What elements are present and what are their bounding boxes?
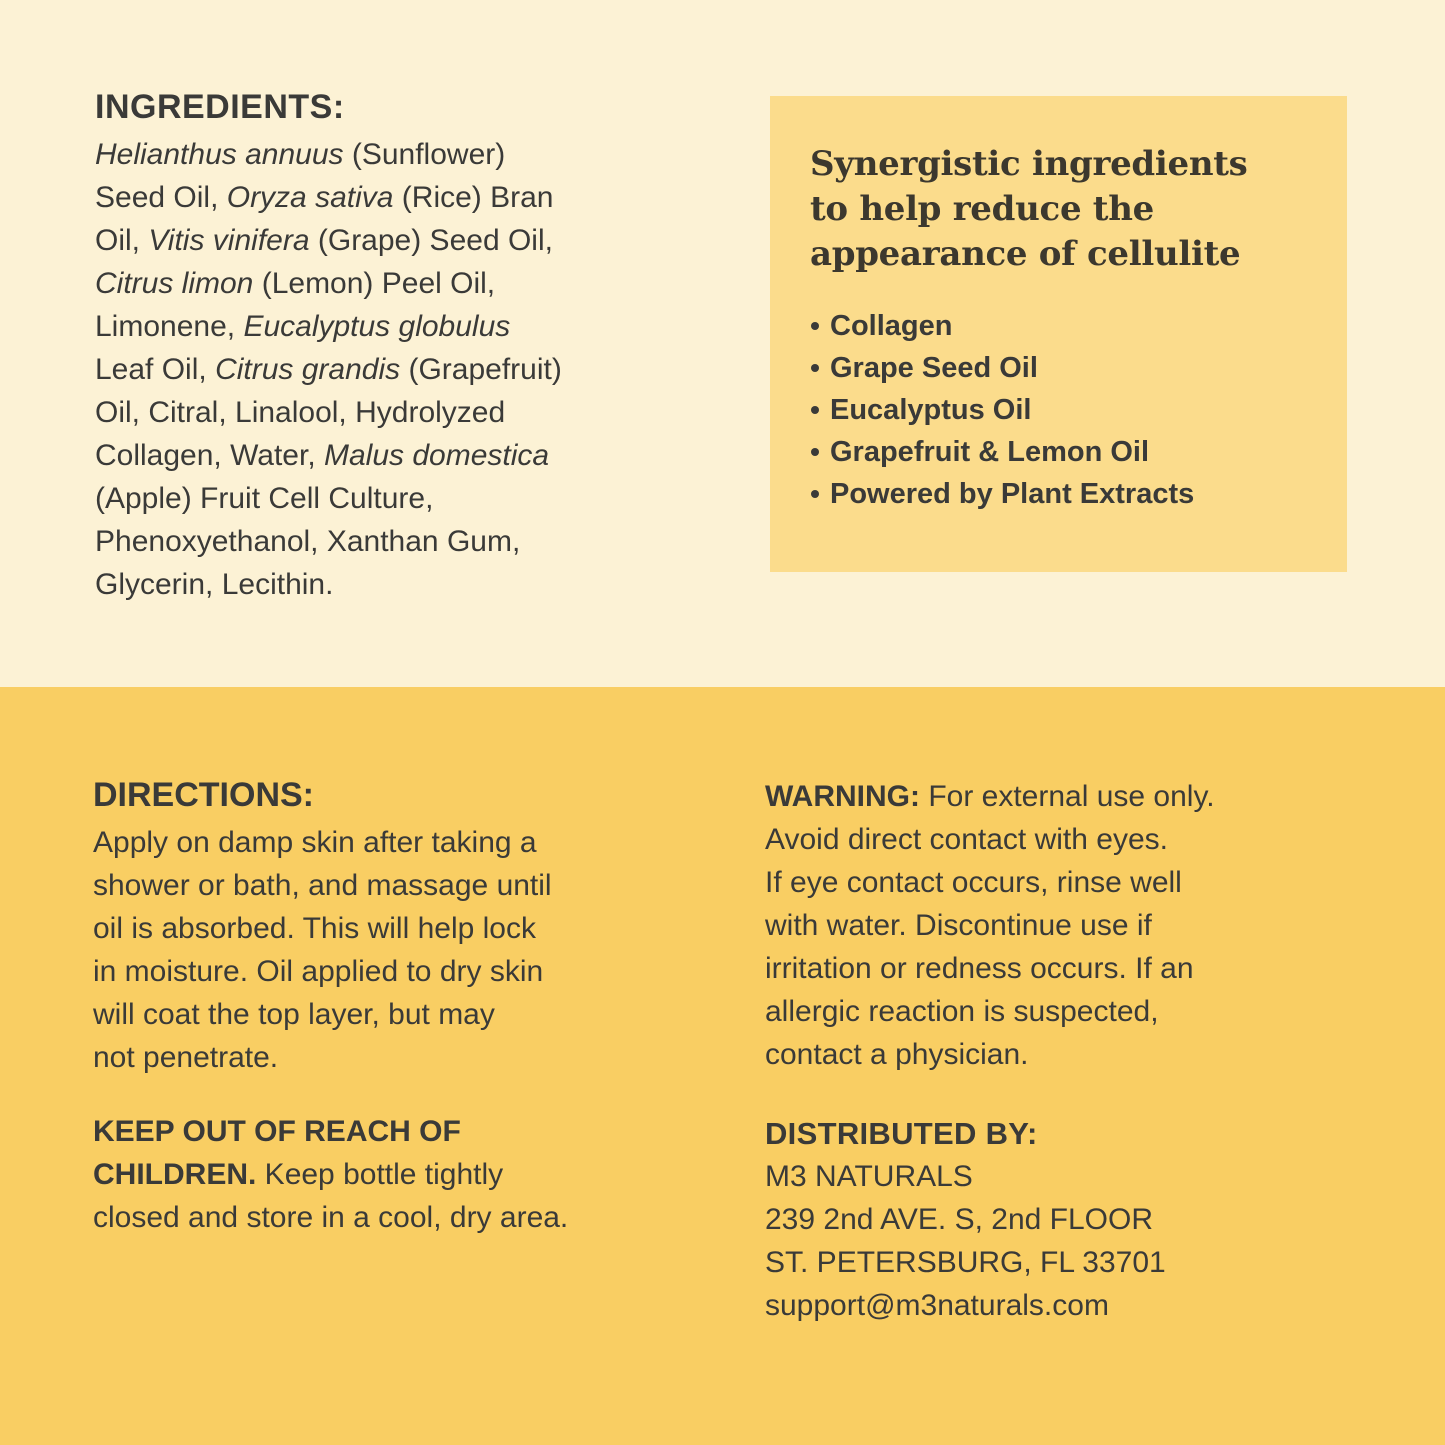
- bullet-item: [810, 473, 1319, 515]
- synergistic-box: [770, 96, 1347, 572]
- bullet-dot-icon: [811, 490, 819, 498]
- bullet-dot-icon: [811, 448, 819, 456]
- synergistic-heading: Synergistic ingredients to help reduce the appearance of cellulite: [810, 144, 1248, 274]
- bullet-item: [810, 389, 1319, 431]
- bullet-dot-icon: [811, 364, 819, 372]
- distributed-by-text: M3 NATURALS 239 2nd AVE. S, 2nd FLOOR ST. PETERSBURG, FL 33701 support@m3naturals.com: [765, 1160, 1166, 1322]
- ingredients-text: Helianthus annuus (Sunflower) Seed Oil, Oryza sativa (Rice) Bran Oil, Vitis vinifera (Grape) Seed Oil, Citrus limon (Lemon) Peel Oil, Limonene, Eucalyptus globulus Leaf Oil, Citrus grandis (Grapefruit) Oil, Citral, Linalool, Hydrolyzed Collagen, Water, Malus domestica (Apple) Fruit Cell Culture, Phenoxyethanol, Xanthan Gum, Glycerin, Lecithin.: [95, 138, 562, 601]
- bullet-item: [810, 431, 1319, 473]
- distributed-by-heading: DISTRIBUTED BY:: [765, 1116, 1038, 1151]
- ingredients-block: [95, 84, 745, 606]
- bullet-label: Grape Seed Oil: [830, 352, 1038, 384]
- warning-block: WARNING: For external use only. Avoid direct contact with eyes. If eye contact occurs, rinse well with water. Discontinue use if irritation or redness occurs. If an allergic reaction is suspected, contact a physician.: [765, 780, 1215, 1071]
- directions-text: Apply on damp skin after taking a shower or bath, and massage until oil is absorbed. This will help lock in moisture. Oil applied to dry skin will coat the top layer, but may not penetrate.: [93, 826, 552, 1074]
- bullet-label: Eucalyptus Oil: [830, 394, 1032, 426]
- bullet-label: Powered by Plant Extracts: [830, 478, 1195, 510]
- keep-out-of-reach-block: KEEP OUT OF REACH OF CHILDREN. Keep bottle tightly closed and store in a cool, dry area.: [93, 1115, 569, 1234]
- bullet-item: [810, 347, 1319, 389]
- bullet-label: Grapefruit & Lemon Oil: [830, 436, 1150, 468]
- bullet-item: [810, 305, 1319, 347]
- bullet-dot-icon: [811, 406, 819, 414]
- bullet-dot-icon: [811, 322, 819, 330]
- bullet-label: Collagen: [830, 310, 953, 342]
- ingredients-heading: INGREDIENTS:: [95, 88, 345, 126]
- distributed-by-block: [765, 1112, 1385, 1327]
- directions-heading: DIRECTIONS:: [93, 776, 314, 814]
- directions-block: [93, 772, 743, 1079]
- synergistic-bullet-list: [810, 305, 1319, 515]
